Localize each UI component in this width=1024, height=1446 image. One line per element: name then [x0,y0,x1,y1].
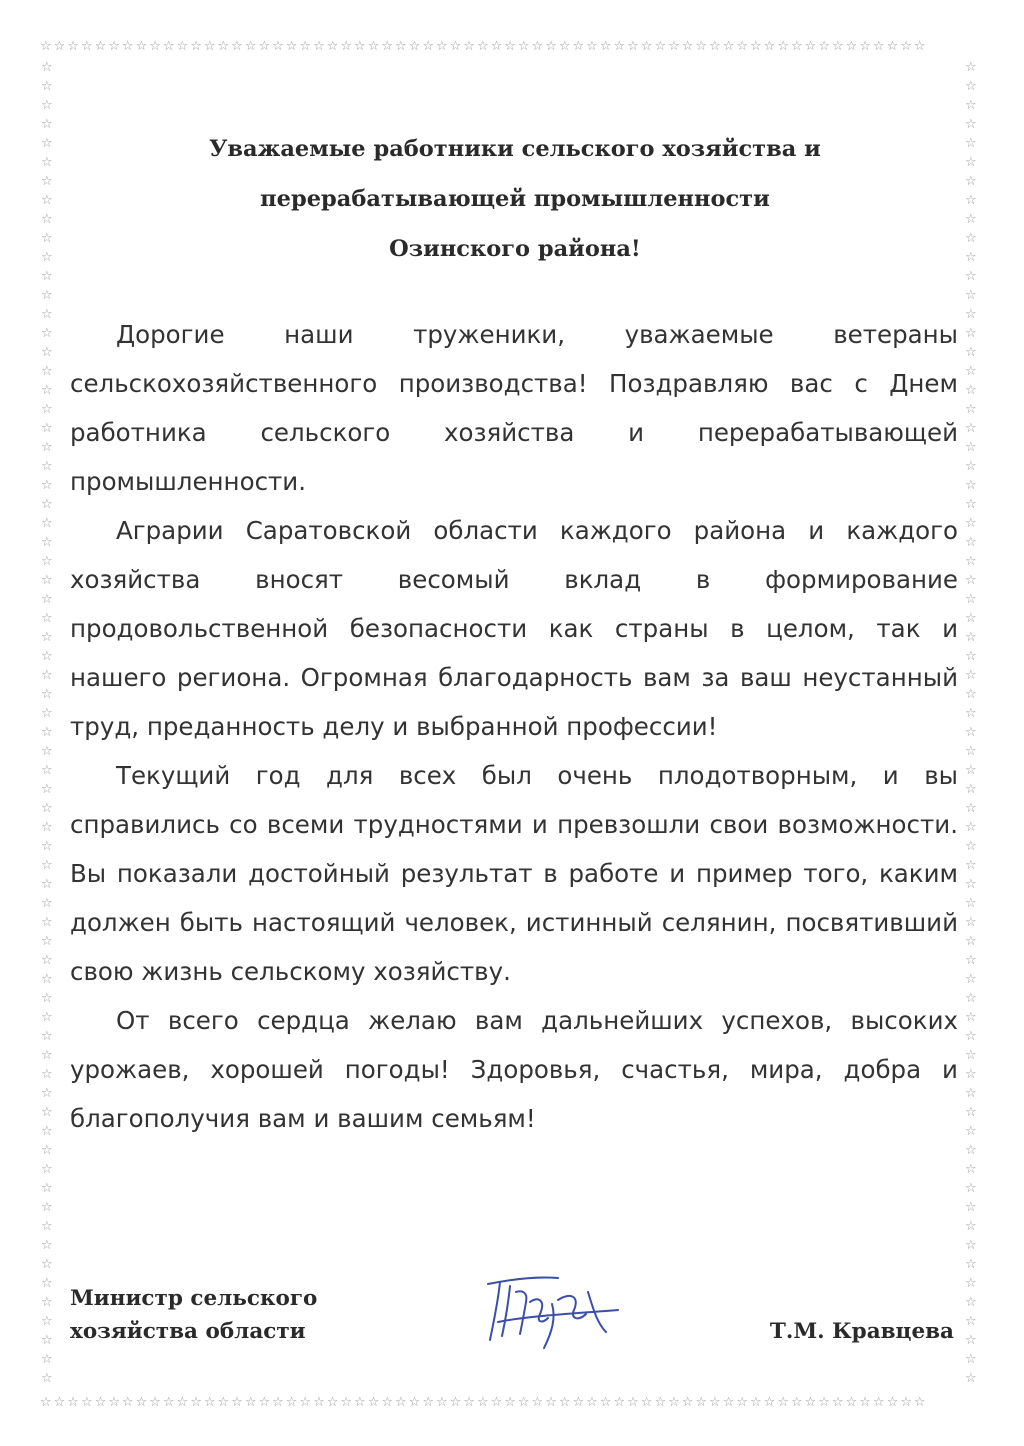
signer-title-line-1: Министр сельского [70,1286,318,1311]
heading-line-1: Уважаемые работники сельского хозяйства и [209,136,821,162]
paragraph-greeting: Дорогие наши труженики, уважаемые ветераны сельскохозяйственного производства! Поздравляю вас с Днем работника сельского хозяйства и перерабатывающей промышленности. [70,320,958,496]
star-border-bottom: ☆☆☆☆☆☆☆☆☆☆☆☆☆☆☆☆☆☆☆☆☆☆☆☆☆☆☆☆☆☆☆☆☆☆☆☆☆☆☆☆☆☆☆☆☆☆☆☆☆☆☆☆☆☆☆☆☆☆☆☆☆☆☆☆☆ [40,1396,928,1410]
star-border-right: ☆☆☆☆☆☆☆☆☆☆☆☆☆☆☆☆☆☆☆☆☆☆☆☆☆☆☆☆☆☆☆☆☆☆☆☆☆☆☆☆☆☆☆☆☆☆☆☆☆☆☆☆☆☆☆☆☆☆☆☆☆☆☆☆☆☆☆☆☆☆ [965,60,977,1386]
signer-name: Т.М. Кравцева [769,1319,954,1344]
paragraph-current-year: Текущий год для всех был очень плодотворным, и вы справились со всеми трудностями и превзошли свои возможности. Вы показали достойный результат в работе и пример того, каким должен быть настоящий человек, истинный селянин, посвятивший свою жизнь сельскому хозяйству. [70,761,958,986]
handwritten-signature [478,1262,628,1352]
heading-line-3: Озинского района! [389,236,641,262]
heading-line-2: перерабатывающей промышленности [260,186,770,212]
letter-heading [70,124,960,274]
paragraph-agrarians: Аграрии Саратовской области каждого района и каждого хозяйства вносят весомый вклад в формирование продовольственной безопасности как страны в целом, так и нашего региона. Огромная благодарность вам за ваш неустанный труд, преданность делу и выбранной профессии! [70,516,958,741]
star-border-top: ☆☆☆☆☆☆☆☆☆☆☆☆☆☆☆☆☆☆☆☆☆☆☆☆☆☆☆☆☆☆☆☆☆☆☆☆☆☆☆☆☆☆☆☆☆☆☆☆☆☆☆☆☆☆☆☆☆☆☆☆☆☆☆☆☆ [40,40,928,54]
paragraph-wishes: От всего сердца желаю вам дальнейших успехов, высоких урожаев, хорошей погоды! Здоровья, счастья, мира, добра и благополучия вам и вашим семьям! [70,1006,958,1133]
signer-title-line-2: хозяйства области [70,1319,306,1344]
letter-body [70,310,958,1143]
star-border-left: ☆☆☆☆☆☆☆☆☆☆☆☆☆☆☆☆☆☆☆☆☆☆☆☆☆☆☆☆☆☆☆☆☆☆☆☆☆☆☆☆☆☆☆☆☆☆☆☆☆☆☆☆☆☆☆☆☆☆☆☆☆☆☆☆☆☆☆☆☆☆ [41,60,53,1386]
signer-title [70,1282,317,1348]
